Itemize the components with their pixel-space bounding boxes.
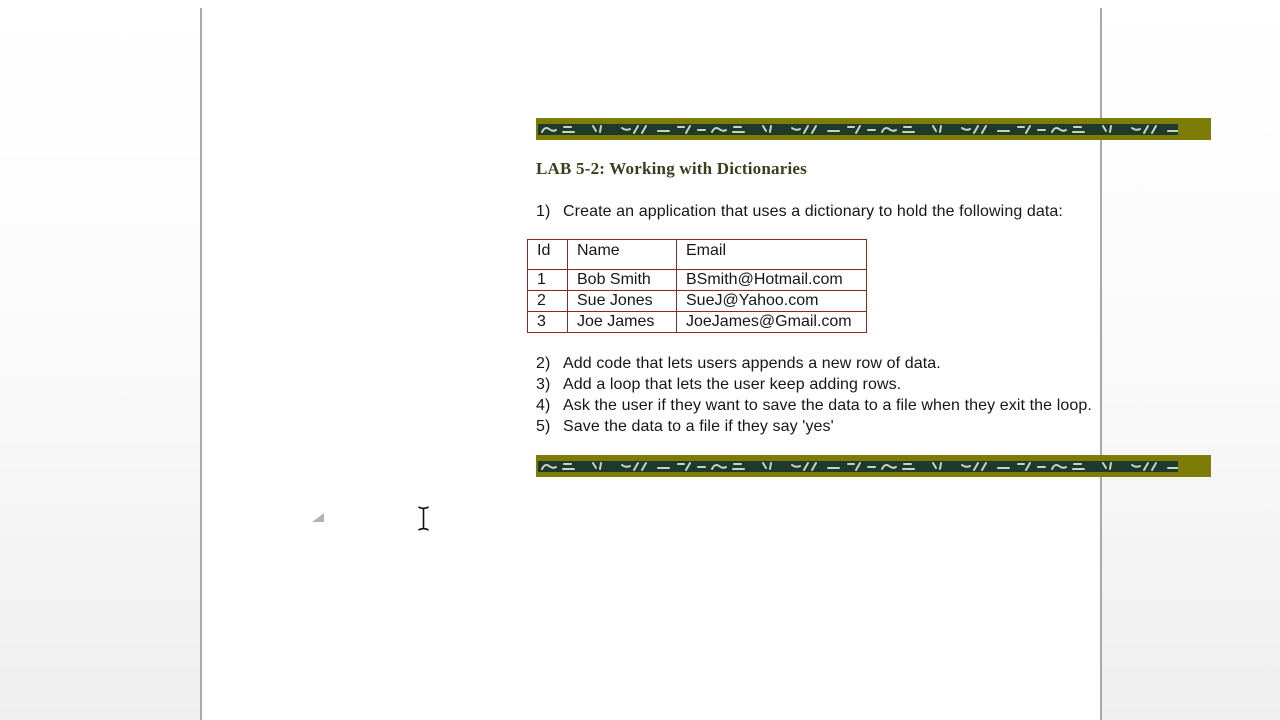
item-text: Create an application that uses a dictionary to hold the following data: [563, 203, 1063, 220]
column-header-id: Id [528, 240, 568, 270]
cell-id: 2 [528, 291, 568, 312]
cell-email: JoeJames@Gmail.com [677, 312, 867, 333]
instruction-item-3 [536, 375, 901, 395]
instruction-item-4 [536, 396, 1092, 416]
right-margin-area [1102, 0, 1280, 720]
cell-email: BSmith@Hotmail.com [677, 270, 867, 291]
cell-name: Bob Smith [568, 270, 677, 291]
item-number: 2) [536, 355, 551, 372]
page-boundary-right [1100, 8, 1102, 720]
table-header-row [528, 240, 867, 270]
scribble-ornament-icon [538, 124, 1178, 135]
table-row [528, 270, 867, 291]
corner-triangle-icon [312, 513, 324, 522]
ibeam-text-cursor-icon [417, 505, 430, 532]
item-text: Add a loop that lets the user keep adding rows. [563, 376, 902, 393]
cell-name: Joe James [568, 312, 677, 333]
table-row [528, 312, 867, 333]
ornamental-divider-bottom [536, 455, 1211, 477]
column-header-email: Email [677, 240, 867, 270]
item-text: Ask the user if they want to save the data to a file when they exit the loop. [563, 397, 1092, 414]
item-number: 5) [536, 418, 551, 435]
scribble-ornament-icon [538, 461, 1178, 472]
item-number: 4) [536, 397, 551, 414]
instruction-item-1 [536, 202, 1063, 222]
cell-id: 3 [528, 312, 568, 333]
contacts-table [527, 239, 867, 333]
document-canvas[interactable] [202, 0, 1100, 720]
column-header-name: Name [568, 240, 677, 270]
table-row [528, 291, 867, 312]
cell-email: SueJ@Yahoo.com [677, 291, 867, 312]
page-title: LAB 5-2: Working with Dictionaries [536, 159, 807, 178]
ornamental-divider-top [536, 118, 1211, 140]
item-number: 1) [536, 203, 551, 220]
left-margin-area [0, 0, 200, 720]
item-text: Save the data to a file if they say 'yes' [563, 418, 834, 435]
cell-name: Sue Jones [568, 291, 677, 312]
instruction-item-5 [536, 417, 834, 437]
cell-id: 1 [528, 270, 568, 291]
item-text: Add code that lets users appends a new row of data. [563, 355, 941, 372]
item-number: 3) [536, 376, 551, 393]
instruction-item-2 [536, 354, 941, 374]
